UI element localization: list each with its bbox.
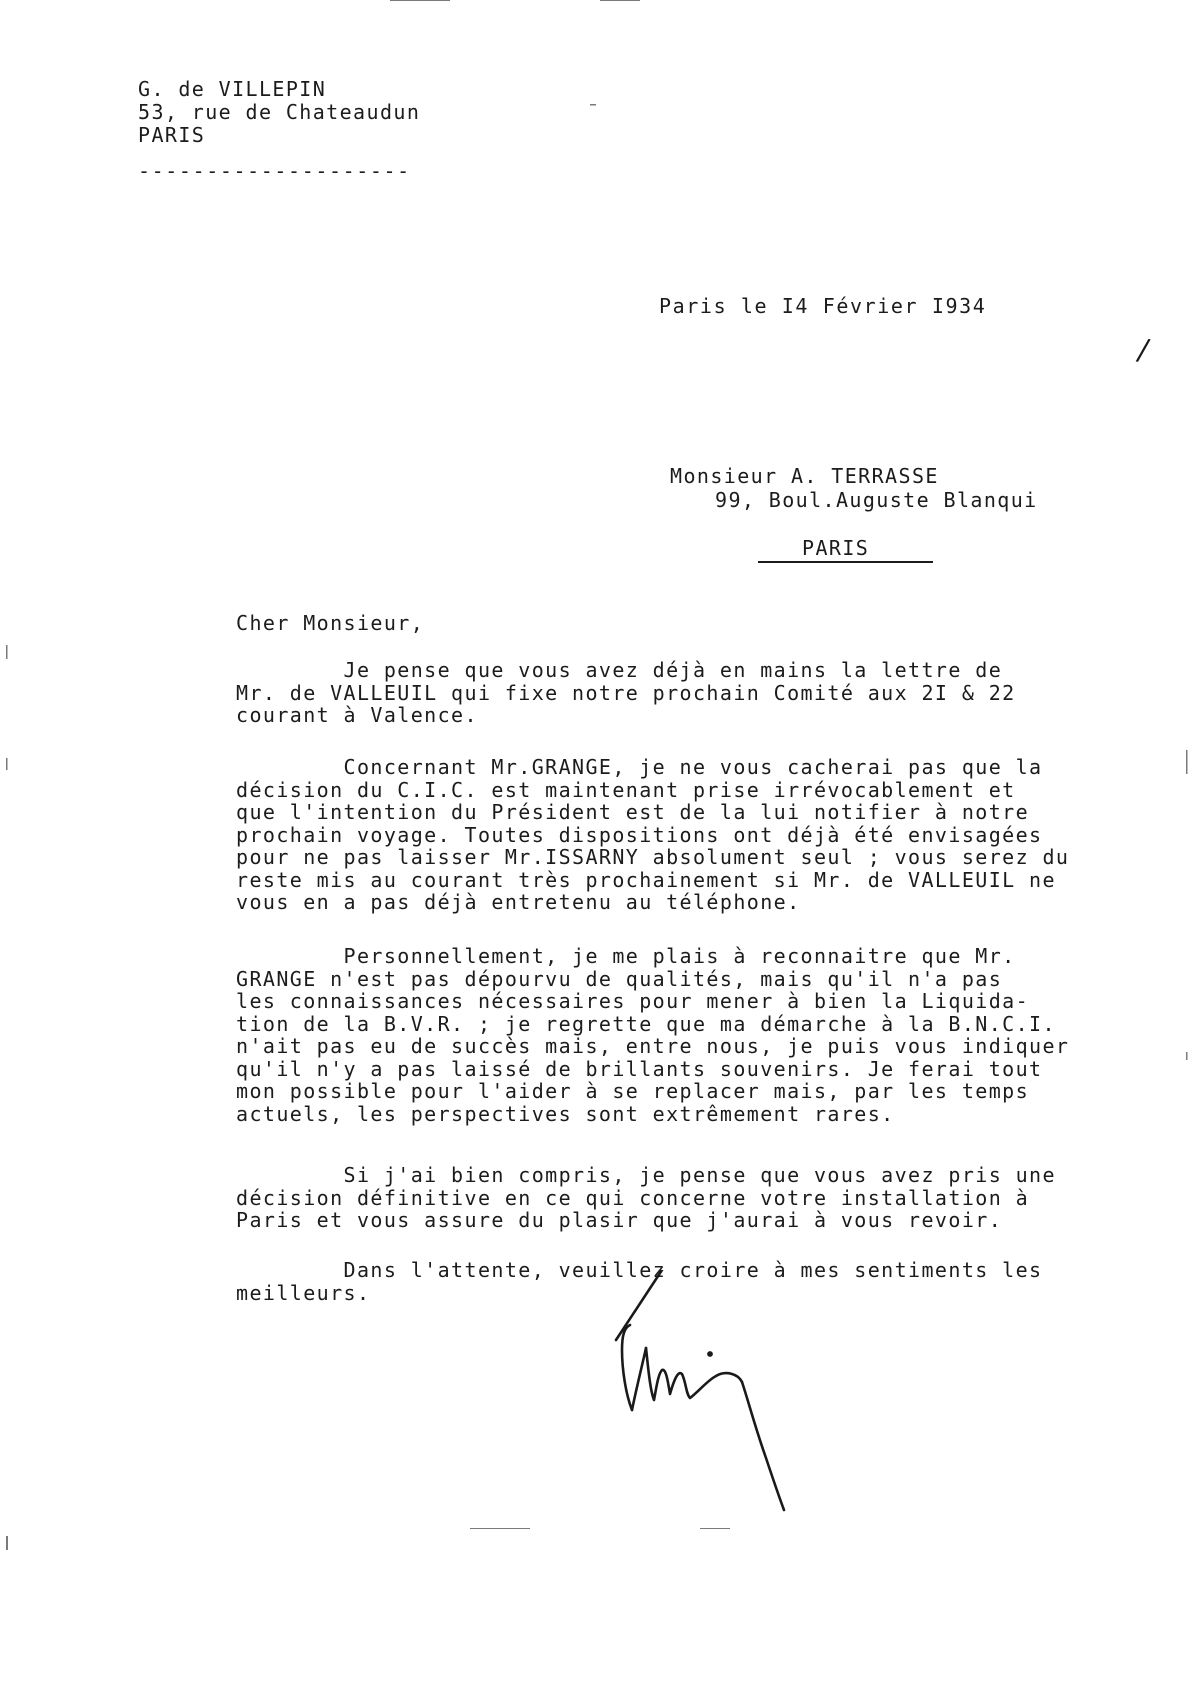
paragraph-line: GRANGE n'est pas dépourvu de qualités, mais qu'il n'a pas — [236, 966, 1003, 991]
paragraph-line: Mr. de VALLEUIL qui fixe notre prochain Comité aux 2I & 22 — [236, 680, 1016, 705]
letter-date: Paris le I4 Février I934 — [659, 294, 987, 318]
paragraph-line: Personnellement, je me plais à reconnaitre que Mr. — [236, 944, 1016, 968]
paragraph-line: décision du C.I.C. est maintenant prise irrévocablement et — [236, 777, 1016, 802]
paragraph-line: que l'intention du Président est de la lui notifier à notre — [236, 800, 1030, 824]
paragraph-line: Si j'ai bien compris, je pense que vous avez pris une — [236, 1163, 1056, 1187]
recipient-name: Monsieur A. TERRASSE — [670, 464, 939, 488]
paragraph-line: les connaissances nécessaires pour mener à bien la Liquida- — [236, 989, 1030, 1013]
paragraph-line: décision définitive en ce qui concerne votre installation à — [236, 1185, 1030, 1210]
recipient-city: PARIS — [802, 536, 870, 560]
margin-mark: / — [1134, 332, 1154, 369]
paragraph-line: reste mis au courant très prochainement si Mr. de VALLEUIL ne — [236, 867, 1056, 892]
salutation: Cher Monsieur, — [236, 611, 425, 635]
paragraph-line: Concernant Mr.GRANGE, je ne vous cacherai pas que la — [236, 755, 1043, 779]
paragraph-line: courant à Valence. — [236, 703, 478, 727]
paragraph-line: Je pense que vous avez déjà en mains la lettre de — [236, 658, 1003, 682]
sender-street: 53, rue de Chateaudun — [138, 100, 421, 124]
paragraph-line: actuels, les perspectives sont extrêmement rares. — [236, 1101, 895, 1126]
paragraph-line: pour ne pas laisser Mr.ISSARNY absolument seul ; vous serez du — [236, 845, 1070, 869]
closing-line: meilleurs. — [236, 1280, 371, 1305]
paragraph-line: Paris et vous assure du plasir que j'aurai à vous revoir. — [236, 1208, 1003, 1232]
paragraph-line: n'ait pas eu de succès mais, entre nous, je puis vous indiquer — [236, 1034, 1070, 1058]
closing-line: Dans l'attente, veuillez croire à mes sentiments les — [236, 1258, 1043, 1282]
paragraph-line: vous en a pas déjà entretenu au téléphone. — [236, 890, 801, 914]
sender-name: G. de VILLEPIN — [138, 77, 327, 101]
sender-rule: -------------------- — [138, 159, 411, 183]
recipient-street: 99, Boul.Auguste Blanqui — [715, 488, 1038, 512]
paragraph-line: qu'il n'y a pas laissé de brillants souvenirs. Je ferai tout — [236, 1056, 1043, 1081]
paragraph-line: mon possible pour l'aider à se replacer mais, par les temps — [236, 1079, 1030, 1103]
paragraph-line: prochain voyage. Toutes dispositions ont déjà été envisagées — [236, 822, 1043, 847]
sender-city: PARIS — [138, 123, 206, 147]
paragraph-line: tion de la B.V.R. ; je regrette que ma démarche à la B.N.C.I. — [236, 1011, 1056, 1036]
